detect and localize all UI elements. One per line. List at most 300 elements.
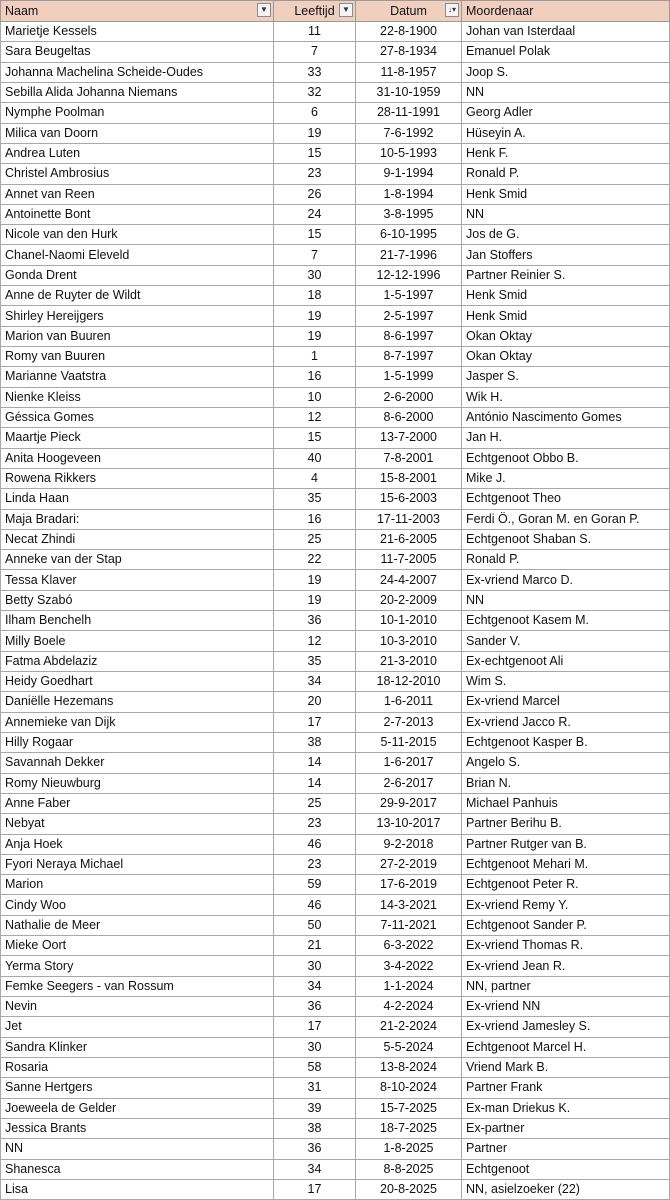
cell-moordenaar[interactable]: Ex-vriend Jacco R.	[462, 712, 670, 732]
cell-naam[interactable]: Ilham Benchelh	[1, 611, 274, 631]
cell-naam[interactable]: Sandra Klinker	[1, 1037, 274, 1057]
cell-moordenaar[interactable]: Jasper S.	[462, 367, 670, 387]
cell-leeftijd[interactable]: 15	[274, 143, 356, 163]
cell-naam[interactable]: Fyori Neraya Michael	[1, 854, 274, 874]
cell-naam[interactable]: Heidy Goedhart	[1, 672, 274, 692]
cell-leeftijd[interactable]: 23	[274, 814, 356, 834]
cell-datum[interactable]: 7-6-1992	[356, 123, 462, 143]
cell-naam[interactable]: Necat Zhindi	[1, 529, 274, 549]
table-row	[1, 611, 670, 631]
table-row	[1, 854, 670, 874]
cell-leeftijd[interactable]: 40	[274, 448, 356, 468]
table-row	[1, 164, 670, 184]
table-row	[1, 875, 670, 895]
cell-datum[interactable]: 6-3-2022	[356, 936, 462, 956]
cell-leeftijd[interactable]: 15	[274, 225, 356, 245]
cell-leeftijd[interactable]: 59	[274, 875, 356, 895]
table-row	[1, 468, 670, 488]
cell-leeftijd[interactable]: 23	[274, 164, 356, 184]
cell-datum[interactable]: 5-11-2015	[356, 732, 462, 752]
cell-moordenaar[interactable]: Partner Berihu B.	[462, 814, 670, 834]
cell-leeftijd[interactable]: 15	[274, 428, 356, 448]
cell-leeftijd[interactable]: 18	[274, 286, 356, 306]
cell-moordenaar[interactable]: Mike J.	[462, 468, 670, 488]
table-row	[1, 814, 670, 834]
cell-datum[interactable]: 21-2-2024	[356, 1017, 462, 1037]
table-row	[1, 651, 670, 671]
cell-naam[interactable]: Tessa Klaver	[1, 570, 274, 590]
cell-leeftijd[interactable]: 19	[274, 306, 356, 326]
cell-moordenaar[interactable]: Emanuel Polak	[462, 42, 670, 62]
cell-moordenaar[interactable]: Jan H.	[462, 428, 670, 448]
table-row	[1, 143, 670, 163]
cell-leeftijd[interactable]: 32	[274, 82, 356, 102]
cell-leeftijd[interactable]: 36	[274, 611, 356, 631]
cell-leeftijd[interactable]: 24	[274, 204, 356, 224]
cell-datum[interactable]: 17-11-2003	[356, 509, 462, 529]
cell-moordenaar[interactable]: Vriend Mark B.	[462, 1057, 670, 1077]
cell-moordenaar[interactable]: Echtgenoot Kasper B.	[462, 732, 670, 752]
cell-leeftijd[interactable]: 46	[274, 895, 356, 915]
cell-naam[interactable]: Sebilla Alida Johanna Niemans	[1, 82, 274, 102]
sort-filter-icon[interactable]: ↓▾	[445, 3, 459, 17]
cell-moordenaar[interactable]: Ex-vriend Remy Y.	[462, 895, 670, 915]
cell-leeftijd[interactable]: 22	[274, 550, 356, 570]
cell-naam[interactable]: Anneke van der Stap	[1, 550, 274, 570]
cell-datum[interactable]: 1-5-1999	[356, 367, 462, 387]
cell-datum[interactable]: 10-3-2010	[356, 631, 462, 651]
cell-moordenaar[interactable]: NN	[462, 82, 670, 102]
cell-datum[interactable]: 9-2-2018	[356, 834, 462, 854]
table-row	[1, 529, 670, 549]
cell-moordenaar[interactable]: Michael Panhuis	[462, 793, 670, 813]
cell-datum[interactable]: 20-2-2009	[356, 590, 462, 610]
cell-datum[interactable]: 29-9-2017	[356, 793, 462, 813]
cell-naam[interactable]: Nebyat	[1, 814, 274, 834]
table-row	[1, 123, 670, 143]
table-row	[1, 550, 670, 570]
cell-naam[interactable]: Sanne Hertgers	[1, 1078, 274, 1098]
cell-naam[interactable]: Shirley Hereijgers	[1, 306, 274, 326]
cell-datum[interactable]: 13-8-2024	[356, 1057, 462, 1077]
cell-datum[interactable]: 21-6-2005	[356, 529, 462, 549]
cell-moordenaar[interactable]: Echtgenoot Marcel H.	[462, 1037, 670, 1057]
cell-datum[interactable]: 8-7-1997	[356, 347, 462, 367]
cell-leeftijd[interactable]: 19	[274, 570, 356, 590]
cell-leeftijd[interactable]: 16	[274, 509, 356, 529]
cell-naam[interactable]: Anne de Ruyter de Wildt	[1, 286, 274, 306]
cell-datum[interactable]: 13-7-2000	[356, 428, 462, 448]
column-header-naam[interactable]	[1, 1, 274, 22]
cell-moordenaar[interactable]: Echtgenoot Peter R.	[462, 875, 670, 895]
cell-naam[interactable]: Milly Boele	[1, 631, 274, 651]
table-row	[1, 448, 670, 468]
cell-moordenaar[interactable]: Ex-man Driekus K.	[462, 1098, 670, 1118]
table-row	[1, 42, 670, 62]
cell-naam[interactable]: Christel Ambrosius	[1, 164, 274, 184]
cell-datum[interactable]: 27-2-2019	[356, 854, 462, 874]
cell-naam[interactable]: Maja Bradari:	[1, 509, 274, 529]
cell-datum[interactable]: 11-8-1957	[356, 62, 462, 82]
cell-naam[interactable]: Nicole van den Hurk	[1, 225, 274, 245]
cell-datum[interactable]: 28-11-1991	[356, 103, 462, 123]
cell-datum[interactable]: 8-10-2024	[356, 1078, 462, 1098]
cell-datum[interactable]: 7-11-2021	[356, 915, 462, 935]
table-row	[1, 1037, 670, 1057]
table-row	[1, 590, 670, 610]
cell-datum[interactable]: 14-3-2021	[356, 895, 462, 915]
cell-datum[interactable]: 13-10-2017	[356, 814, 462, 834]
cell-moordenaar[interactable]: Sander V.	[462, 631, 670, 651]
cell-naam[interactable]: Romy Nieuwburg	[1, 773, 274, 793]
cell-datum[interactable]: 1-6-2011	[356, 692, 462, 712]
table-row	[1, 976, 670, 996]
cell-datum[interactable]: 15-8-2001	[356, 468, 462, 488]
cell-datum[interactable]: 2-6-2017	[356, 773, 462, 793]
cell-leeftijd[interactable]: 19	[274, 590, 356, 610]
cell-leeftijd[interactable]: 6	[274, 103, 356, 123]
cell-moordenaar[interactable]: António Nascimento Gomes	[462, 407, 670, 427]
cell-naam[interactable]: Rosaria	[1, 1057, 274, 1077]
table-row	[1, 753, 670, 773]
table-row	[1, 773, 670, 793]
cell-moordenaar[interactable]: Joop S.	[462, 62, 670, 82]
cell-leeftijd[interactable]: 19	[274, 123, 356, 143]
table-row	[1, 509, 670, 529]
cell-naam[interactable]: Annet van Reen	[1, 184, 274, 204]
cell-leeftijd[interactable]: 12	[274, 631, 356, 651]
cell-leeftijd[interactable]: 11	[274, 22, 356, 42]
cell-moordenaar[interactable]: Ronald P.	[462, 164, 670, 184]
cell-moordenaar[interactable]: Echtgenoot Shaban S.	[462, 529, 670, 549]
column-header-label: Moordenaar	[466, 4, 534, 18]
cell-naam[interactable]: Nathalie de Meer	[1, 915, 274, 935]
table-row	[1, 732, 670, 752]
cell-moordenaar[interactable]: Jan Stoffers	[462, 245, 670, 265]
cell-leeftijd[interactable]: 17	[274, 1179, 356, 1199]
cell-datum[interactable]: 8-8-2025	[356, 1159, 462, 1179]
cell-moordenaar[interactable]: Echtgenoot Sander P.	[462, 915, 670, 935]
cell-datum[interactable]: 4-2-2024	[356, 997, 462, 1017]
table-row	[1, 265, 670, 285]
cell-leeftijd[interactable]: 35	[274, 489, 356, 509]
cell-moordenaar[interactable]: Partner Rutger van B.	[462, 834, 670, 854]
cell-naam[interactable]: Savannah Dekker	[1, 753, 274, 773]
column-header-label: Naam	[5, 4, 39, 18]
cell-datum[interactable]: 8-6-1997	[356, 326, 462, 346]
table-row	[1, 570, 670, 590]
cell-naam[interactable]: Johanna Machelina Scheide-Oudes	[1, 62, 274, 82]
cell-naam[interactable]: Anne Faber	[1, 793, 274, 813]
cell-moordenaar[interactable]: NN	[462, 590, 670, 610]
cell-naam[interactable]: Betty Szabó	[1, 590, 274, 610]
cell-moordenaar[interactable]: Partner Reinier S.	[462, 265, 670, 285]
cell-leeftijd[interactable]: 17	[274, 712, 356, 732]
cell-naam[interactable]: Antoinette Bont	[1, 204, 274, 224]
cell-moordenaar[interactable]: Partner	[462, 1139, 670, 1159]
cell-leeftijd[interactable]: 1	[274, 347, 356, 367]
cell-moordenaar[interactable]: Johan van Isterdaal	[462, 22, 670, 42]
table-row	[1, 306, 670, 326]
table-row	[1, 692, 670, 712]
header-row	[1, 1, 670, 22]
cell-datum[interactable]: 15-6-2003	[356, 489, 462, 509]
cell-datum[interactable]: 21-3-2010	[356, 651, 462, 671]
cell-naam[interactable]: Nienke Kleiss	[1, 387, 274, 407]
cell-naam[interactable]: Marion	[1, 875, 274, 895]
cell-datum[interactable]: 6-10-1995	[356, 225, 462, 245]
cell-naam[interactable]: Milica van Doorn	[1, 123, 274, 143]
cell-leeftijd[interactable]: 46	[274, 834, 356, 854]
table-row	[1, 428, 670, 448]
cell-datum[interactable]: 1-5-1997	[356, 286, 462, 306]
cell-leeftijd[interactable]: 16	[274, 367, 356, 387]
table-row	[1, 631, 670, 651]
cell-datum[interactable]: 15-7-2025	[356, 1098, 462, 1118]
cell-leeftijd[interactable]: 21	[274, 936, 356, 956]
table-row	[1, 997, 670, 1017]
cell-naam[interactable]: Hilly Rogaar	[1, 732, 274, 752]
cell-leeftijd[interactable]: 58	[274, 1057, 356, 1077]
filter-dropdown-icon[interactable]: ▼	[339, 3, 353, 17]
cell-datum[interactable]: 3-4-2022	[356, 956, 462, 976]
cell-moordenaar[interactable]: Ex-partner	[462, 1118, 670, 1138]
cell-moordenaar[interactable]: Angelo S.	[462, 753, 670, 773]
cell-datum[interactable]: 12-12-1996	[356, 265, 462, 285]
cell-datum[interactable]: 1-8-1994	[356, 184, 462, 204]
cell-moordenaar[interactable]: NN, partner	[462, 976, 670, 996]
cell-naam[interactable]: Nevin	[1, 997, 274, 1017]
cell-datum[interactable]: 18-7-2025	[356, 1118, 462, 1138]
cell-naam[interactable]: Gonda Drent	[1, 265, 274, 285]
table-row	[1, 82, 670, 102]
cell-leeftijd[interactable]: 36	[274, 997, 356, 1017]
cell-leeftijd[interactable]: 34	[274, 976, 356, 996]
table-row	[1, 1017, 670, 1037]
cell-datum[interactable]: 2-5-1997	[356, 306, 462, 326]
cell-leeftijd[interactable]: 25	[274, 793, 356, 813]
cell-datum[interactable]: 22-8-1900	[356, 22, 462, 42]
cell-leeftijd[interactable]: 35	[274, 651, 356, 671]
cell-naam[interactable]: Jessica Brants	[1, 1118, 274, 1138]
table-row	[1, 712, 670, 732]
table-row	[1, 1098, 670, 1118]
cell-moordenaar[interactable]: Partner Frank	[462, 1078, 670, 1098]
cell-datum[interactable]: 21-7-1996	[356, 245, 462, 265]
cell-datum[interactable]: 8-6-2000	[356, 407, 462, 427]
cell-datum[interactable]: 10-1-2010	[356, 611, 462, 631]
cell-moordenaar[interactable]: Wik H.	[462, 387, 670, 407]
cell-datum[interactable]: 3-8-1995	[356, 204, 462, 224]
cell-naam[interactable]: Yerma Story	[1, 956, 274, 976]
table-row	[1, 387, 670, 407]
cell-naam[interactable]: Chanel-Naomi Eleveld	[1, 245, 274, 265]
cell-naam[interactable]: Anita Hoogeveen	[1, 448, 274, 468]
cell-datum[interactable]: 27-8-1934	[356, 42, 462, 62]
table-row	[1, 834, 670, 854]
cell-naam[interactable]: Shanesca	[1, 1159, 274, 1179]
cell-moordenaar[interactable]: Okan Oktay	[462, 347, 670, 367]
cell-naam[interactable]: Lisa	[1, 1179, 274, 1199]
cell-datum[interactable]: 2-6-2000	[356, 387, 462, 407]
table-row	[1, 184, 670, 204]
cell-naam[interactable]: Jet	[1, 1017, 274, 1037]
table-row	[1, 407, 670, 427]
cell-naam[interactable]: Mieke Oort	[1, 936, 274, 956]
cell-naam[interactable]: Linda Haan	[1, 489, 274, 509]
cell-leeftijd[interactable]: 19	[274, 326, 356, 346]
table-row	[1, 1057, 670, 1077]
cell-datum[interactable]: 7-8-2001	[356, 448, 462, 468]
cell-leeftijd[interactable]: 17	[274, 1017, 356, 1037]
cell-moordenaar[interactable]: Ex-echtgenoot Ali	[462, 651, 670, 671]
table-row	[1, 347, 670, 367]
cell-moordenaar[interactable]: Echtgenoot Theo	[462, 489, 670, 509]
cell-leeftijd[interactable]: 33	[274, 62, 356, 82]
cell-datum[interactable]: 1-1-2024	[356, 976, 462, 996]
cell-naam[interactable]: Fatma Abdelaziz	[1, 651, 274, 671]
cell-leeftijd[interactable]: 14	[274, 773, 356, 793]
cell-leeftijd[interactable]: 38	[274, 732, 356, 752]
cell-datum[interactable]: 17-6-2019	[356, 875, 462, 895]
cell-naam[interactable]: Anja Hoek	[1, 834, 274, 854]
table-row	[1, 1179, 670, 1199]
table-row	[1, 672, 670, 692]
cell-datum[interactable]: 1-8-2025	[356, 1139, 462, 1159]
cell-moordenaar[interactable]: Henk Smid	[462, 286, 670, 306]
cell-leeftijd[interactable]: 25	[274, 529, 356, 549]
table-row	[1, 1139, 670, 1159]
table-row	[1, 286, 670, 306]
cell-moordenaar[interactable]: Ferdi Ö., Goran M. en Goran P.	[462, 509, 670, 529]
cell-leeftijd[interactable]: 7	[274, 42, 356, 62]
cell-moordenaar[interactable]: Brian N.	[462, 773, 670, 793]
column-header-leeftijd[interactable]	[274, 1, 356, 22]
cell-moordenaar[interactable]: Ex-vriend Thomas R.	[462, 936, 670, 956]
cell-moordenaar[interactable]: Okan Oktay	[462, 326, 670, 346]
table-row	[1, 936, 670, 956]
cell-leeftijd[interactable]: 26	[274, 184, 356, 204]
column-header-label: Leeftijd	[294, 4, 335, 18]
table-row	[1, 915, 670, 935]
cell-datum[interactable]: 31-10-1959	[356, 82, 462, 102]
cell-leeftijd[interactable]: 34	[274, 672, 356, 692]
cell-datum[interactable]: 5-5-2024	[356, 1037, 462, 1057]
cell-datum[interactable]: 1-6-2017	[356, 753, 462, 773]
cell-leeftijd[interactable]: 30	[274, 956, 356, 976]
cell-naam[interactable]: Marietje Kessels	[1, 22, 274, 42]
cell-naam[interactable]: Joeweela de Gelder	[1, 1098, 274, 1118]
cell-naam[interactable]: Maartje Pieck	[1, 428, 274, 448]
cell-naam[interactable]: Cindy Woo	[1, 895, 274, 915]
table-row	[1, 62, 670, 82]
cell-naam[interactable]: Femke Seegers - van Rossum	[1, 976, 274, 996]
column-header-moordenaar[interactable]	[462, 1, 670, 22]
cell-moordenaar[interactable]: NN, asielzoeker (22)	[462, 1179, 670, 1199]
cell-naam[interactable]: Romy van Buuren	[1, 347, 274, 367]
table-row	[1, 1159, 670, 1179]
cell-moordenaar[interactable]: Henk F.	[462, 143, 670, 163]
cell-leeftijd[interactable]: 34	[274, 1159, 356, 1179]
cell-leeftijd[interactable]: 36	[274, 1139, 356, 1159]
cell-moordenaar[interactable]: Echtgenoot	[462, 1159, 670, 1179]
cell-moordenaar[interactable]: Ronald P.	[462, 550, 670, 570]
table-row	[1, 367, 670, 387]
cell-naam[interactable]: Géssica Gomes	[1, 407, 274, 427]
table-row	[1, 1118, 670, 1138]
cell-moordenaar[interactable]: Henk Smid	[462, 184, 670, 204]
cell-naam[interactable]: NN	[1, 1139, 274, 1159]
cell-datum[interactable]: 10-5-1993	[356, 143, 462, 163]
cell-moordenaar[interactable]: Georg Adler	[462, 103, 670, 123]
cell-moordenaar[interactable]: Echtgenoot Kasem M.	[462, 611, 670, 631]
table-row	[1, 204, 670, 224]
cell-datum[interactable]: 18-12-2010	[356, 672, 462, 692]
cell-moordenaar[interactable]: Ex-vriend Marcel	[462, 692, 670, 712]
cell-datum[interactable]: 24-4-2007	[356, 570, 462, 590]
cell-leeftijd[interactable]: 12	[274, 407, 356, 427]
cell-moordenaar[interactable]: Ex-vriend Jamesley S.	[462, 1017, 670, 1037]
cell-leeftijd[interactable]: 4	[274, 468, 356, 488]
cell-naam[interactable]: Annemieke van Dijk	[1, 712, 274, 732]
table-row	[1, 793, 670, 813]
cell-datum[interactable]: 11-7-2005	[356, 550, 462, 570]
cell-moordenaar[interactable]: Henk Smid	[462, 306, 670, 326]
cell-datum[interactable]: 20-8-2025	[356, 1179, 462, 1199]
cell-leeftijd[interactable]: 39	[274, 1098, 356, 1118]
cell-naam[interactable]: Marion van Buuren	[1, 326, 274, 346]
cell-leeftijd[interactable]: 10	[274, 387, 356, 407]
cell-naam[interactable]: Andrea Luten	[1, 143, 274, 163]
table-row	[1, 489, 670, 509]
table-row	[1, 956, 670, 976]
cell-naam[interactable]: Daniëlle Hezemans	[1, 692, 274, 712]
cell-leeftijd[interactable]: 38	[274, 1118, 356, 1138]
column-header-datum[interactable]	[356, 1, 462, 22]
cell-moordenaar[interactable]: Hüseyin A.	[462, 123, 670, 143]
cell-leeftijd[interactable]: 23	[274, 854, 356, 874]
cell-datum[interactable]: 2-7-2013	[356, 712, 462, 732]
table-row	[1, 895, 670, 915]
cell-moordenaar[interactable]: Echtgenoot Mehari M.	[462, 854, 670, 874]
cell-moordenaar[interactable]: NN	[462, 204, 670, 224]
cell-moordenaar[interactable]: Echtgenoot Obbo B.	[462, 448, 670, 468]
cell-leeftijd[interactable]: 20	[274, 692, 356, 712]
cell-naam[interactable]: Rowena Rikkers	[1, 468, 274, 488]
cell-moordenaar[interactable]: Wim S.	[462, 672, 670, 692]
cell-naam[interactable]: Sara Beugeltas	[1, 42, 274, 62]
cell-moordenaar[interactable]: Jos de G.	[462, 225, 670, 245]
cell-leeftijd[interactable]: 30	[274, 1037, 356, 1057]
table-row	[1, 245, 670, 265]
cell-leeftijd[interactable]: 14	[274, 753, 356, 773]
cell-leeftijd[interactable]: 31	[274, 1078, 356, 1098]
cell-moordenaar[interactable]: Ex-vriend Jean R.	[462, 956, 670, 976]
table-row	[1, 103, 670, 123]
cell-leeftijd[interactable]: 30	[274, 265, 356, 285]
cell-moordenaar[interactable]: Ex-vriend Marco D.	[462, 570, 670, 590]
cell-naam[interactable]: Nymphe Poolman	[1, 103, 274, 123]
filter-dropdown-icon[interactable]: ▼	[257, 3, 271, 17]
cell-naam[interactable]: Marianne Vaatstra	[1, 367, 274, 387]
cell-datum[interactable]: 9-1-1994	[356, 164, 462, 184]
cell-moordenaar[interactable]: Ex-vriend NN	[462, 997, 670, 1017]
table-row	[1, 22, 670, 42]
table-row	[1, 326, 670, 346]
column-header-label: Datum	[390, 4, 427, 18]
cell-leeftijd[interactable]: 7	[274, 245, 356, 265]
cell-leeftijd[interactable]: 50	[274, 915, 356, 935]
